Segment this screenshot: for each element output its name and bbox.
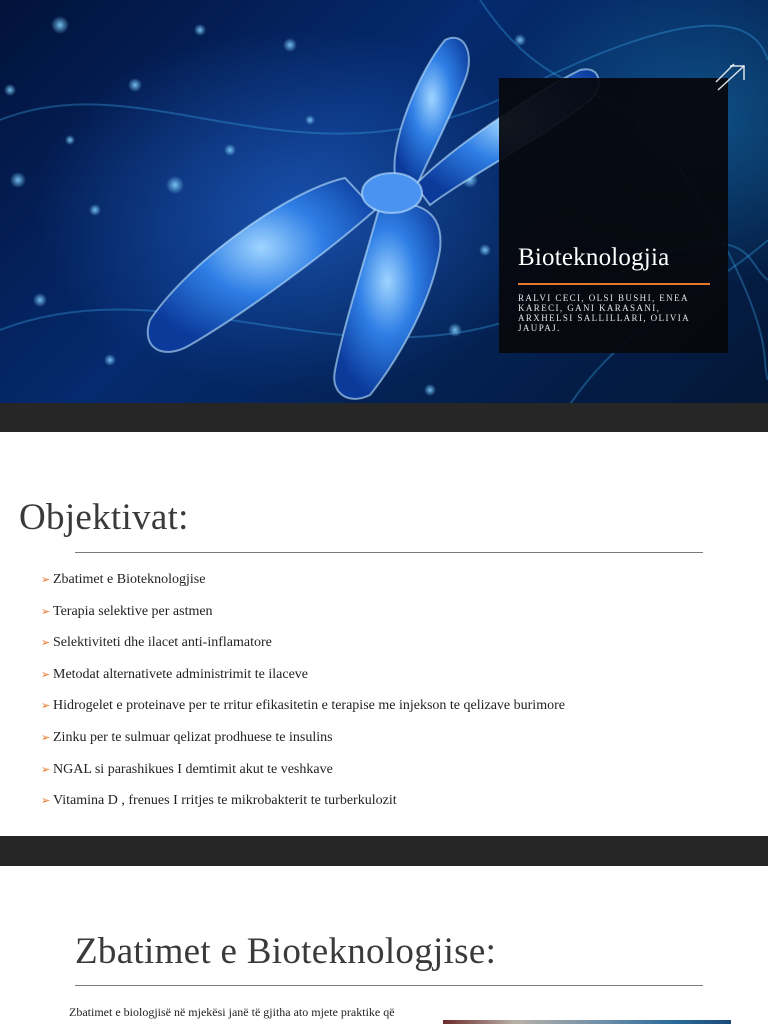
arrow-bullet-icon: ➢ [41,605,51,618]
objectives-slide [0,432,768,836]
authors-text: RALVI CECI, OLSI BUSHI, ENEA KARECI, GANI KARASANI, ARXHELSI SALLILLARI, OLIVIA JAUPAJ. [518,293,690,333]
title-box [499,78,728,353]
applications-heading: Zbatimet e Bioteknologjise: [75,931,497,972]
list-item: ➢ Zbatimet e Bioteknologjise [41,572,206,587]
list-item: ➢ Terapia selektive per astmen [41,603,213,619]
applications-image [443,1020,731,1024]
arrow-bullet-icon: ➢ [41,731,51,744]
arrow-bullet-icon: ➢ [41,700,51,713]
title-slide [0,0,768,432]
list-item: ➢ Zinku per te sulmuar qelizat prodhuese te insulins [41,729,333,745]
list-item: ➢ Hidrogelet e proteinave per te rritur efikasitetin e terapise me injekson te qelizave burimore [41,698,565,714]
list-item: ➢ Selektiviteti dhe ilacet anti-inflamatore [41,635,272,651]
arrow-bullet-icon: ➢ [41,637,51,650]
applications-paragraph: Zbatimet e biologjisë në mjekësi janë të gjitha ato mjete praktike që [69,1005,395,1019]
arrow-bullet-icon: ➢ [41,574,51,586]
objectives-heading: Objektivat: [19,497,189,538]
heading-rule [75,552,703,553]
slide-title: Bioteknologjia [518,244,670,271]
list-item: ➢ Metodat alternativete administrimit te ilaceve [41,666,309,682]
arrow-bullet-icon: ➢ [41,763,51,776]
arrow-icon [714,60,750,94]
heading-rule [75,985,703,986]
applications-slide [0,866,768,1024]
slide-bottom-band [0,403,768,432]
objectives-list [41,571,565,824]
arrow-bullet-icon: ➢ [41,668,51,681]
list-item: ➢ NGAL si parashikues I demtimit akut te veshkave [41,761,333,777]
list-item: ➢ Vitamina D , frenues I rritjes te mikrobakterit te turberkulozit [41,793,397,809]
arrow-bullet-icon: ➢ [41,795,51,808]
slide-divider [0,836,768,866]
title-underline [518,283,710,285]
